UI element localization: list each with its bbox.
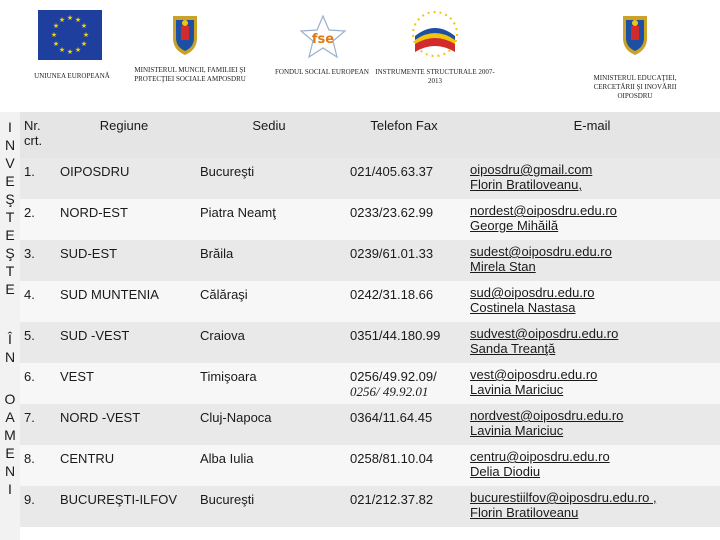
cell-sediu: Brăila xyxy=(194,240,344,281)
header-telefon: Telefon Fax xyxy=(344,112,464,158)
fax-number: 0256/ 49.92.01 xyxy=(350,384,429,399)
phone-number: 0256/49.92.09/ xyxy=(350,369,437,384)
contact-person: Florin Bratiloveanu, xyxy=(470,177,582,192)
phone-number: 0351/44.180.99 xyxy=(350,328,441,343)
email-link[interactable]: sudest@oiposdru.edu.ro xyxy=(470,244,612,259)
contact-person: Sanda Treanţă xyxy=(470,341,556,356)
cell-nr: 7. xyxy=(20,404,54,445)
cell-email xyxy=(464,322,720,363)
slogan-letter: I xyxy=(8,119,12,135)
cell-telefon xyxy=(344,322,464,363)
cell-regiune: NORD-EST xyxy=(54,199,194,240)
svg-text:★: ★ xyxy=(80,22,88,30)
table-row xyxy=(20,486,720,527)
cell-email xyxy=(464,404,720,445)
cell-telefon xyxy=(344,486,464,527)
logo-header xyxy=(0,0,720,112)
slogan-word-in xyxy=(2,330,18,366)
email-link[interactable]: bucurestiilfov@oiposdru.edu.ro , xyxy=(470,490,657,505)
svg-text:★: ★ xyxy=(52,22,60,30)
phone-number: 021/212.37.82 xyxy=(350,492,434,507)
cell-telefon xyxy=(344,404,464,445)
ministry-education-caption: MINISTERUL EDUCAŢIEI, CERCETĂRII ŞI INOVĂRII OIPOSDRU xyxy=(593,74,677,100)
romania-coat-of-arms-icon-2 xyxy=(620,12,650,61)
cell-email xyxy=(464,199,720,240)
cell-regiune: VEST xyxy=(54,363,194,404)
table-row xyxy=(20,445,720,486)
svg-text:★: ★ xyxy=(74,16,82,24)
vertical-slogan xyxy=(0,112,20,540)
cell-regiune: SUD -VEST xyxy=(54,322,194,363)
svg-text:★: ★ xyxy=(50,31,58,39)
slogan-letter: E xyxy=(5,281,15,297)
email-link[interactable]: nordest@oiposdru.edu.ro xyxy=(470,203,617,218)
slogan-letter: N xyxy=(4,349,16,365)
contact-person: Delia Diodiu xyxy=(470,464,541,479)
svg-text:★: ★ xyxy=(52,40,60,48)
eu-flag-logo xyxy=(38,10,102,60)
slogan-letter: V xyxy=(5,155,15,171)
phone-number: 0364/11.64.45 xyxy=(350,410,433,425)
svg-text:★: ★ xyxy=(66,48,74,56)
instruments-caption: INSTRUMENTE STRUCTURALE 2007-2013 xyxy=(375,68,495,85)
cell-email xyxy=(464,240,720,281)
cell-telefon xyxy=(344,281,464,322)
cell-regiune: CENTRU xyxy=(54,445,194,486)
slogan-word-oameni xyxy=(2,390,18,498)
cell-regiune: SUD MUNTENIA xyxy=(54,281,194,322)
cell-nr: 6. xyxy=(20,363,54,404)
slogan-letter: N xyxy=(4,137,16,153)
phone-number: 0233/23.62.99 xyxy=(350,205,434,220)
svg-text:★: ★ xyxy=(58,16,66,24)
slogan-letter: Ş xyxy=(5,191,15,207)
cell-nr: 4. xyxy=(20,281,54,322)
cell-telefon xyxy=(344,158,464,199)
email-link[interactable]: nordvest@oiposdru.edu.ro xyxy=(470,408,624,423)
svg-text:★: ★ xyxy=(58,46,66,54)
header-email: E-mail xyxy=(464,112,720,158)
cell-regiune: SUD-EST xyxy=(54,240,194,281)
svg-text:★: ★ xyxy=(82,31,90,39)
table-row xyxy=(20,363,720,404)
phone-number: 0242/31.18.66 xyxy=(350,287,434,302)
svg-text:★: ★ xyxy=(80,40,88,48)
eu-caption: UNIUNEA EUROPEANĂ xyxy=(34,72,110,80)
table-row xyxy=(20,199,720,240)
phone-number: 021/405.63.37 xyxy=(350,164,434,179)
cell-nr: 3. xyxy=(20,240,54,281)
svg-text:★: ★ xyxy=(66,14,74,22)
ministry-labour-caption: MINISTERUL MUNCII, FAMILIEI ŞI PROTECŢIEI SOCIALE AMPOSDRU xyxy=(134,66,246,83)
cell-email xyxy=(464,445,720,486)
contact-person: Lavinia Mariciuc xyxy=(470,382,564,397)
cell-nr: 5. xyxy=(20,322,54,363)
cell-email xyxy=(464,281,720,322)
contact-person: Florin Bratiloveanu xyxy=(470,505,579,520)
slogan-letter: Ş xyxy=(5,245,15,261)
cell-telefon xyxy=(344,199,464,240)
slogan-letter: I xyxy=(8,481,12,497)
slogan-letter: A xyxy=(5,409,15,425)
cell-nr: 1. xyxy=(20,158,54,199)
instrumente-structurale-logo xyxy=(405,6,465,62)
table-body xyxy=(20,158,720,527)
slogan-letter: Î xyxy=(8,331,12,347)
slogan-letter: N xyxy=(4,463,16,479)
svg-text:★: ★ xyxy=(74,46,82,54)
cell-email xyxy=(464,363,720,404)
slogan-letter: E xyxy=(5,173,15,189)
email-link[interactable]: oiposdru@gmail.com xyxy=(470,162,593,177)
table-row xyxy=(20,240,720,281)
table-row xyxy=(20,404,720,445)
contact-person: Mirela Stan xyxy=(470,259,536,274)
email-link[interactable]: sudvest@oiposdru.edu.ro xyxy=(470,326,619,341)
email-link[interactable]: sud@oiposdru.edu.ro xyxy=(470,285,595,300)
phone-number: 0258/81.10.04 xyxy=(350,451,434,466)
cell-telefon xyxy=(344,363,464,404)
cell-sediu: Craiova xyxy=(194,322,344,363)
slogan-letter: E xyxy=(5,227,15,243)
cell-regiune: OIPOSDRU xyxy=(54,158,194,199)
slogan-letter: M xyxy=(4,427,16,443)
contact-person: Lavinia Mariciuc xyxy=(470,423,564,438)
table-row xyxy=(20,281,720,322)
cell-email xyxy=(464,158,720,199)
cell-sediu: Bucureşti xyxy=(194,158,344,199)
cell-nr: 2. xyxy=(20,199,54,240)
cell-regiune: BUCUREŞTI-ILFOV xyxy=(54,486,194,527)
cell-sediu: Alba Iulia xyxy=(194,445,344,486)
slogan-word-investeste xyxy=(2,118,18,298)
cell-nr: 9. xyxy=(20,486,54,527)
contact-person: Costinela Nastasa xyxy=(470,300,576,315)
fse-logo-text: fse xyxy=(311,32,335,47)
cell-regiune: NORD -VEST xyxy=(54,404,194,445)
table-row xyxy=(20,322,720,363)
eu-stars-icon xyxy=(38,10,102,60)
cell-sediu: Piatra Neamţ xyxy=(194,199,344,240)
cell-sediu: Timişoara xyxy=(194,363,344,404)
fse-logo xyxy=(298,14,348,60)
slogan-letter: E xyxy=(5,445,15,461)
cell-sediu: Cluj-Napoca xyxy=(194,404,344,445)
romania-coat-of-arms-icon xyxy=(170,12,200,61)
phone-number: 0239/61.01.33 xyxy=(350,246,434,261)
slogan-letter: T xyxy=(5,209,15,225)
regions-contact-table xyxy=(20,112,720,527)
slogan-letter: O xyxy=(4,391,16,407)
table-header-row xyxy=(20,112,720,158)
email-link[interactable]: vest@oiposdru.edu.ro xyxy=(470,367,598,382)
cell-email xyxy=(464,486,720,527)
header-nr: Nr. crt. xyxy=(20,112,54,158)
email-link[interactable]: centru@oiposdru.edu.ro xyxy=(470,449,610,464)
cell-sediu: Călăraşi xyxy=(194,281,344,322)
table-row xyxy=(20,158,720,199)
cell-nr: 8. xyxy=(20,445,54,486)
cell-telefon xyxy=(344,240,464,281)
header-regiune: Regiune xyxy=(54,112,194,158)
fse-caption: FONDUL SOCIAL EUROPEAN xyxy=(275,68,369,76)
contact-person: George Mihăilă xyxy=(470,218,559,233)
header-sediu: Sediu xyxy=(194,112,344,158)
cell-sediu: Bucureşti xyxy=(194,486,344,527)
slogan-letter: T xyxy=(5,263,15,279)
cell-telefon xyxy=(344,445,464,486)
